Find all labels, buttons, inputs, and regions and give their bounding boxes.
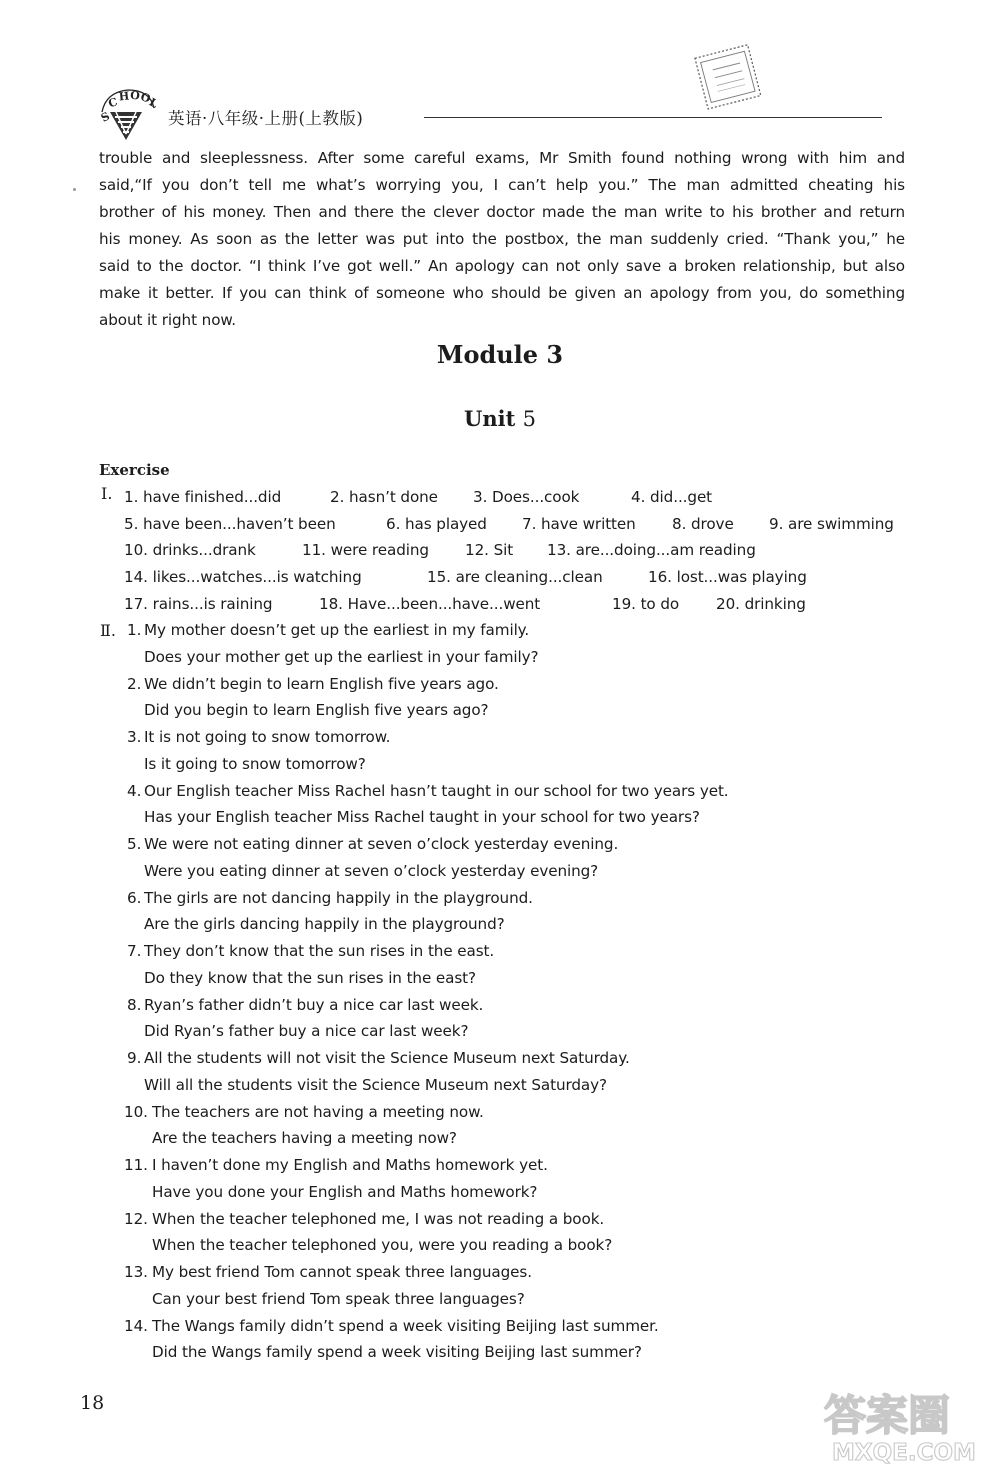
question-sentence: Does your mother get up the earliest in your family? (144, 647, 539, 666)
question-sentence: Were you eating dinner at seven o’clock yesterday evening? (144, 861, 599, 880)
unit-title (0, 406, 1000, 431)
negative-sentence: My mother doesn’t get up the earliest in my family. (144, 621, 530, 639)
page-number: 18 (80, 1392, 105, 1414)
answer-item: 12. Sit (465, 541, 514, 559)
watermark-logo (818, 1380, 988, 1466)
question-sentence: Do they know that the sun rises in the east? (144, 968, 476, 987)
answer-item: 3. Does...cook (473, 488, 580, 506)
negative-sentence: It is not going to snow tomorrow. (144, 728, 391, 746)
negative-sentence: I haven’t done my English and Maths homework yet. (152, 1156, 548, 1174)
watermark-line2: MXQE.COM (832, 1440, 976, 1466)
answer-item: 20. drinking (716, 595, 806, 613)
negative-sentence: The girls are not dancing happily in the playground. (144, 888, 533, 907)
paragraph-line: brother of his money. Then and there the clever doctor made the man write to his brother and return (99, 203, 905, 221)
negative-sentence: We were not eating dinner at seven o’clock yesterday evening. (144, 835, 619, 853)
item-number: 10. (124, 1102, 148, 1121)
answer-item: 19. to do (612, 595, 680, 613)
answer-item: 9. are swimming (769, 515, 894, 533)
svg-text:O: O (138, 90, 153, 106)
item-number: 7. (127, 942, 142, 960)
school-logo-icon (94, 82, 160, 142)
section-1-numeral: Ⅰ. (101, 484, 113, 503)
negative-sentence: My best friend Tom cannot speak three languages. (152, 1263, 532, 1281)
header-title: 英语·八年级·上册(上教版) (168, 109, 364, 128)
item-number: 9. (127, 1049, 142, 1067)
negative-sentence: We didn’t begin to learn English five years ago. (144, 674, 499, 693)
answer-item: 8. drove (672, 515, 734, 533)
question-sentence: Has your English teacher Miss Rachel taught in your school for two years? (144, 808, 700, 827)
negative-sentence: Our English teacher Miss Rachel hasn’t taught in our school for two years yet. (144, 781, 729, 800)
negative-sentence: All the students will not visit the Science Museum next Saturday. (144, 1049, 630, 1067)
question-sentence: Did you begin to learn English five years ago? (144, 701, 489, 720)
answer-item: 14. likes...watches...is watching (124, 568, 362, 586)
watermark-line1: 答案圈 (824, 1391, 951, 1440)
unit-word: Unit (464, 406, 516, 431)
question-sentence: When the teacher telephoned you, were you reading a book? (152, 1236, 613, 1255)
svg-text:H: H (118, 89, 130, 104)
paragraph-line: said to the doctor. “I think I’ve got well.” An apology can not only save a broken relationship, but also (99, 257, 905, 275)
answer-item: 2. hasn’t done (330, 488, 438, 506)
module-title: Module 3 (436, 340, 564, 369)
item-number: 11. (124, 1156, 148, 1174)
answer-item: 16. lost...was playing (648, 568, 807, 586)
question-sentence: Can your best friend Tom speak three languages? (152, 1289, 525, 1308)
answer-item: 5. have been...haven’t been (124, 515, 336, 533)
item-number: 13. (124, 1263, 148, 1281)
paragraph-line: about it right now. (99, 311, 237, 329)
margin-mark (73, 188, 76, 191)
negative-sentence: When the teacher telephoned me, I was not reading a book. (152, 1209, 605, 1228)
question-sentence: Have you done your English and Maths homework? (152, 1182, 538, 1201)
svg-text:L: L (147, 95, 160, 111)
item-number: 2. (127, 674, 142, 693)
stamp-icon (686, 40, 768, 116)
item-number: 1. (127, 621, 142, 639)
question-sentence: Are the girls dancing happily in the playground? (144, 915, 505, 934)
negative-sentence: The teachers are not having a meeting now. (152, 1102, 484, 1121)
item-number: 8. (127, 995, 142, 1014)
answer-item: 11. were reading (302, 541, 429, 559)
item-number: 14. (124, 1316, 148, 1335)
header-rule (424, 117, 882, 118)
question-sentence: Will all the students visit the Science Museum next Saturday? (144, 1075, 607, 1094)
story-paragraph (99, 145, 905, 334)
exercise-label: Exercise (99, 461, 170, 479)
item-number: 12. (124, 1209, 148, 1228)
question-sentence: Did the Wangs family spend a week visiting Beijing last summer? (152, 1343, 642, 1362)
item-number: 6. (127, 888, 142, 907)
answer-item: 17. rains...is raining (124, 595, 273, 613)
paragraph-line: make it better. If you can think of someone who should be given an apology from you, do something (99, 284, 905, 302)
item-number: 4. (127, 781, 142, 800)
question-sentence: Are the teachers having a meeting now? (152, 1129, 457, 1148)
answer-item: 1. have finished...did (124, 488, 282, 506)
answer-item: 10. drinks...drank (124, 541, 256, 559)
paragraph-line: trouble and sleeplessness. After some careful exams, Mr Smith found nothing wrong with him and (99, 149, 905, 167)
question-sentence: Did Ryan’s father buy a nice car last week? (144, 1022, 469, 1041)
answer-item: 4. did...get (631, 488, 713, 506)
paragraph-line: said,“If you don’t tell me what’s worrying you, I can’t help you.” The man admitted cheating his (99, 176, 905, 194)
svg-text:C: C (106, 95, 120, 111)
answer-item: 18. Have...been...have...went (319, 595, 541, 613)
svg-text:O: O (129, 88, 141, 103)
negative-sentence: They don’t know that the sun rises in the east. (144, 942, 495, 960)
item-number: 5. (127, 835, 142, 853)
section-2-numeral: Ⅱ. (100, 621, 116, 640)
answer-item: 15. are cleaning...clean (427, 568, 603, 586)
item-number: 3. (127, 728, 142, 746)
question-sentence: Is it going to snow tomorrow? (144, 754, 366, 773)
negative-sentence: Ryan’s father didn’t buy a nice car last week. (144, 995, 484, 1014)
svg-text:S: S (98, 109, 112, 125)
answer-item: 6. has played (386, 515, 487, 533)
negative-sentence: The Wangs family didn’t spend a week visiting Beijing last summer. (152, 1316, 659, 1335)
answer-item: 13. are...doing...am reading (547, 541, 756, 559)
paragraph-line: his money. As soon as the letter was put into the postbox, the man suddenly cried. “Thank you,” he (99, 230, 905, 248)
unit-number: 5 (522, 407, 536, 431)
answer-item: 7. have written (522, 515, 636, 533)
